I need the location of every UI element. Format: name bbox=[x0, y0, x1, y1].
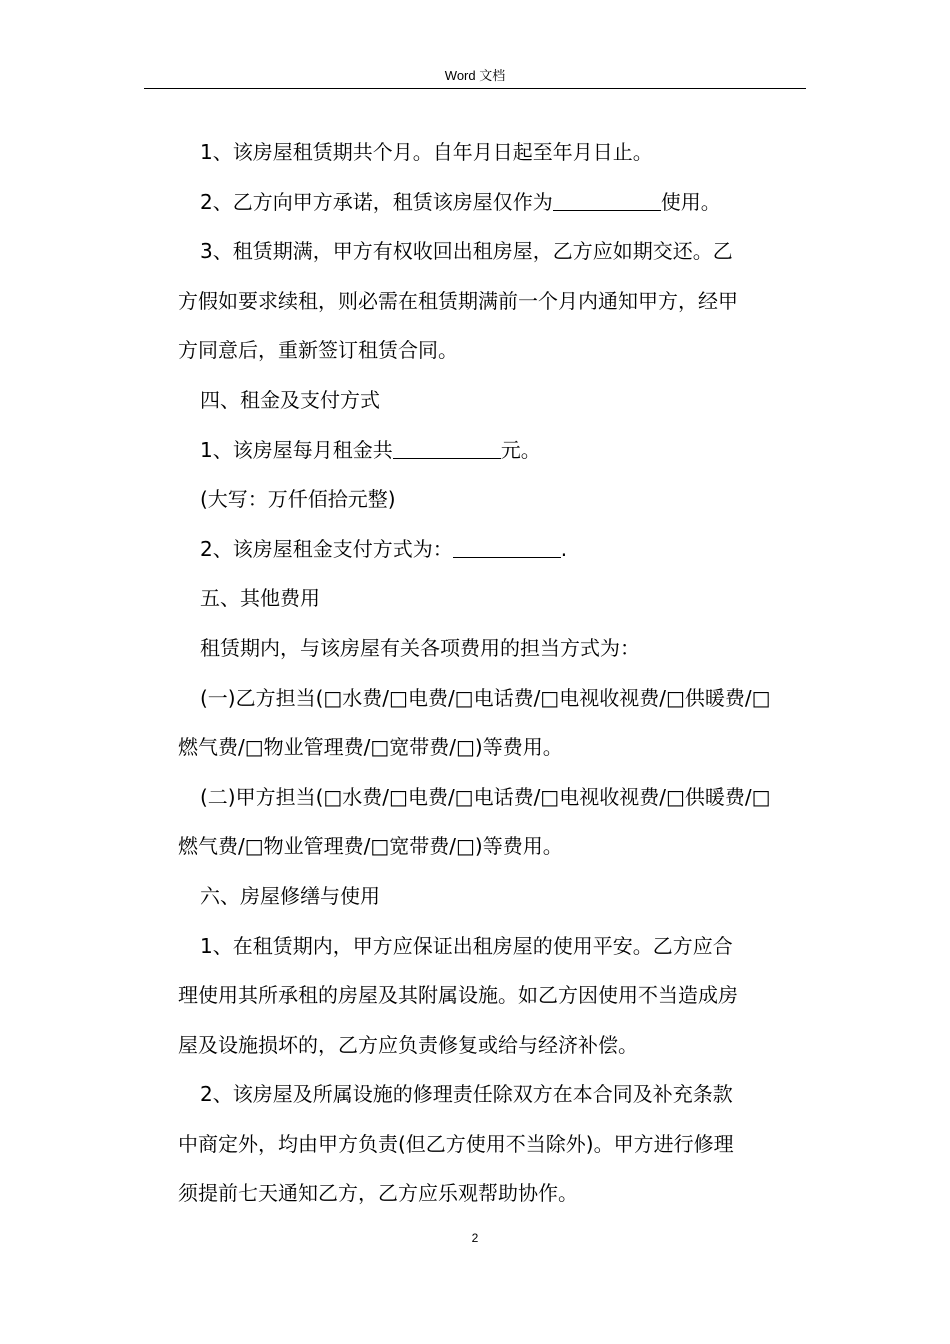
line-text: 使用。 bbox=[660, 189, 721, 214]
page-header bbox=[144, 66, 806, 89]
line-text: 燃气费/□物业管理费/□宽带费/□)等费用。 bbox=[178, 735, 563, 760]
paragraph-line bbox=[178, 277, 808, 327]
paragraph-line bbox=[178, 773, 808, 823]
fill-in-blank bbox=[453, 537, 561, 558]
header-title: Word 文档 bbox=[444, 68, 506, 83]
line-text: 1、该房屋每月租金共 bbox=[200, 437, 393, 462]
section-heading bbox=[178, 574, 808, 624]
page-footer bbox=[0, 1231, 950, 1245]
line-text: 须提前七天通知乙方，乙方应乐观帮助协作。 bbox=[178, 1181, 578, 1206]
paragraph-line bbox=[178, 723, 808, 773]
line-text: (二)甲方担当(□水费/□电费/□电话费/□电视收视费/□供暖费/□ bbox=[200, 784, 771, 809]
document-body bbox=[178, 128, 808, 1219]
page-number: 2 bbox=[471, 1231, 479, 1245]
line-text: 六、房屋修缮与使用 bbox=[200, 883, 380, 908]
fill-in-blank bbox=[553, 190, 661, 211]
line-text: 3、租赁期满，甲方有权收回出租房屋，乙方应如期交还。乙 bbox=[200, 239, 733, 264]
paragraph-line bbox=[178, 178, 808, 228]
line-text: 元。 bbox=[500, 437, 541, 462]
line-text: 2、乙方向甲方承诺，租赁该房屋仅作为 bbox=[200, 189, 553, 214]
paragraph-line bbox=[178, 426, 808, 476]
line-text: 理使用其所承租的房屋及其附属设施。如乙方因使用不当造成房 bbox=[178, 983, 738, 1008]
paragraph-line bbox=[178, 475, 808, 525]
paragraph-line bbox=[178, 128, 808, 178]
line-text: 四、租金及支付方式 bbox=[200, 387, 380, 412]
line-text: 屋及设施损坏的，乙方应负责修复或给与经济补偿。 bbox=[178, 1032, 638, 1057]
paragraph-line bbox=[178, 674, 808, 724]
line-text: 方同意后，重新签订租赁合同。 bbox=[178, 338, 458, 363]
line-text: 2、该房屋及所属设施的修理责任除双方在本合同及补充条款 bbox=[200, 1082, 733, 1107]
paragraph-line bbox=[178, 1120, 808, 1170]
line-text: 方假如要求续租，则必需在租赁期满前一个月内通知甲方，经甲 bbox=[178, 288, 738, 313]
paragraph-line bbox=[178, 624, 808, 674]
line-text: 中商定外，均由甲方负责(但乙方使用不当除外)。甲方进行修理 bbox=[178, 1131, 734, 1156]
paragraph-line bbox=[178, 227, 808, 277]
paragraph-line bbox=[178, 1169, 808, 1219]
fill-in-blank bbox=[393, 438, 501, 459]
line-text: 租赁期内，与该房屋有关各项费用的担当方式为： bbox=[200, 635, 640, 660]
line-text: 燃气费/□物业管理费/□宽带费/□)等费用。 bbox=[178, 834, 563, 859]
section-heading bbox=[178, 376, 808, 426]
line-text: (一)乙方担当(□水费/□电费/□电话费/□电视收视费/□供暖费/□ bbox=[200, 685, 771, 710]
line-text: 五、其他费用 bbox=[200, 586, 320, 611]
paragraph-line bbox=[178, 326, 808, 376]
paragraph-line bbox=[178, 525, 808, 575]
paragraph-line bbox=[178, 1021, 808, 1071]
paragraph-line bbox=[178, 971, 808, 1021]
line-text: 1、在租赁期内，甲方应保证出租房屋的使用平安。乙方应合 bbox=[200, 933, 733, 958]
paragraph-line bbox=[178, 822, 808, 872]
line-text: . bbox=[560, 536, 568, 561]
line-text: 2、该房屋租金支付方式为： bbox=[200, 536, 453, 561]
section-heading bbox=[178, 872, 808, 922]
paragraph-line bbox=[178, 922, 808, 972]
paragraph-line bbox=[178, 1070, 808, 1120]
line-text: (大写：万仟佰拾元整) bbox=[200, 487, 396, 512]
line-text: 1、该房屋租赁期共个月。自年月日起至年月日止。 bbox=[200, 140, 653, 164]
